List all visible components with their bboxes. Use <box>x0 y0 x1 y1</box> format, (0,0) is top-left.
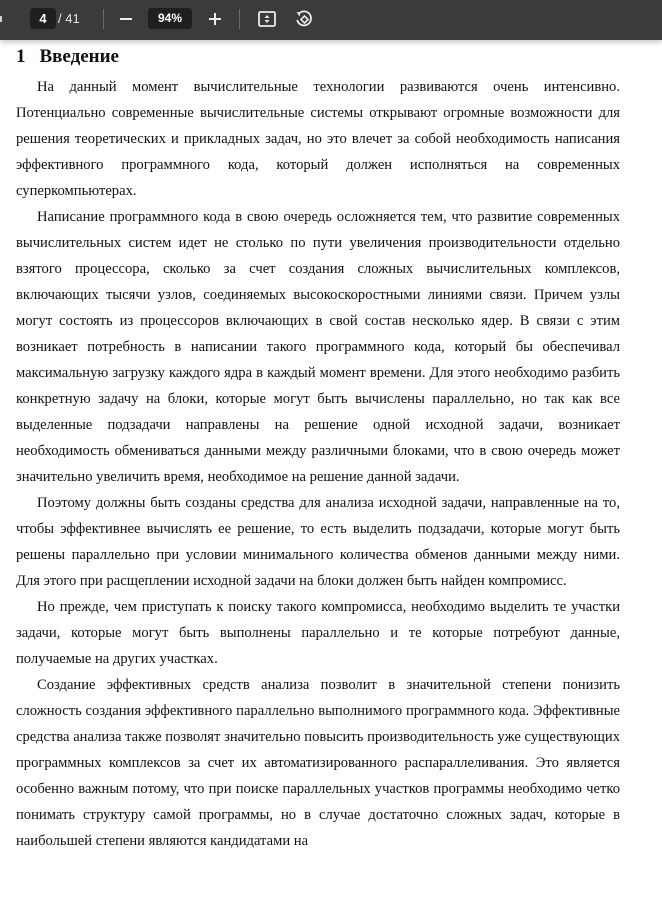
paragraph-1: На данный момент вычислительные технологии развиваются очень интенсивно. Потенциально современные вычислительные системы открывают огромные возможности для решения теоретических и прикладных задач, но это влечет за собой необходимость написания эффективного программного кода, который должен исполняться на современных суперкомпьютерах. <box>16 79 620 199</box>
document-page <box>16 40 620 854</box>
pdf-toolbar <box>0 0 662 40</box>
paragraph-4: Но прежде, чем приступать к поиску такого компромисса, необходимо выделить те участки задачи, которые могут быть выполнены параллельно и те которые потребуют данные, получаемые на других участках. <box>16 599 620 667</box>
fit-page-icon[interactable] <box>255 7 279 31</box>
paragraph-2: Написание программного кода в свою очередь осложняется тем, что развитие современных вычислительных систем идет не столько по пути увеличения производительности отдельно взятого процессора, сколько за счет создания сложных вычислительных комплексов, включающих тысячи узлов, соединяемых высокоскоростными линиями связи. Причем узлы могут состоять из процессоров включающих в свой состав несколько ядер. В связи с этим возникает потребность в написании такого программного кода, который бы обеспечивал максимальную загрузку каждого ядра в каждый момент времени. Для этого необходимо разбить конкретную задачу на блоки, которые могут быть вычислены параллельно, но так как все выделенные подзадачи направлены на решение одной исходной задачи, возникает необходимость обмениваться данными между различными блоками, что в свою очередь может значительно увеличить время, необходимое на решение данной задачи. <box>16 209 620 485</box>
page-total: / 41 <box>58 11 80 26</box>
toolbar-divider <box>239 9 240 29</box>
zoom-out-icon[interactable] <box>114 7 138 31</box>
paragraph-3: Поэтому должны быть созданы средства для анализа исходной задачи, направленные на то, чтобы эффективнее вычислять ее решение, то есть выделить подзадачи, которые могут быть решены параллельно при условии минимального количества обменов данными между ними. Для этого при расщеплении исходной задачи на блоки должен быть найден компромисс. <box>16 495 620 589</box>
section-title: Введение <box>39 46 119 67</box>
section-number: 1 <box>16 46 26 67</box>
rotate-icon[interactable] <box>292 7 316 31</box>
section-heading <box>16 40 620 74</box>
paragraph-5: Создание эффективных средств анализа позволит в значительной степени понизить сложность создания эффективного параллельно выполнимого программного кода. Эффективные средства анализа также позволят значительно повысить производительность уже существующих программных комплексов за счет их автоматизированного распараллеливания. Это является особенно важным потому, что при поиске параллельных участков программы необходимо четко понимать структуру самой программы, но в случае достаточно сложных задач, которые в наибольшей степени являются кандидатами на <box>16 677 620 849</box>
sidebar-toggle-edge-icon[interactable] <box>0 12 4 26</box>
zoom-level-input[interactable]: 94% <box>148 8 192 29</box>
toolbar-divider <box>103 9 104 29</box>
page-number-input[interactable]: 4 <box>30 8 56 29</box>
zoom-in-icon[interactable] <box>203 7 227 31</box>
